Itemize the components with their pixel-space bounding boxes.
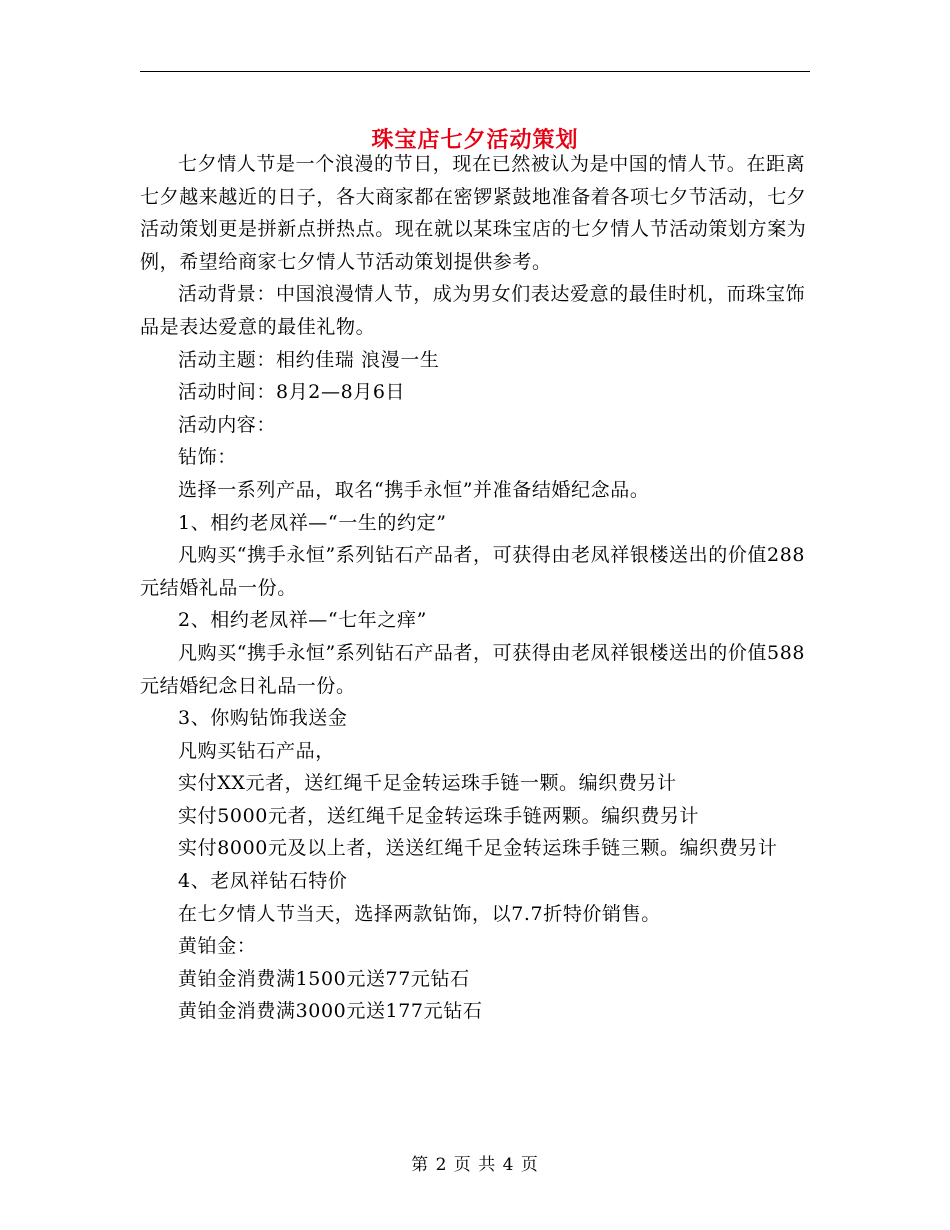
item-3-tier-3: 实付8000元及以上者，送送红绳千足金转运珠手链三颗。编织费另计 (178, 837, 778, 860)
item-4-detail: 在七夕情人节当天，选择两款钻饰，以7.7折特价销售。 (178, 902, 661, 925)
item-3-intro: 凡购买钻石产品， (178, 739, 335, 762)
activity-content-heading: 活动内容： (178, 413, 277, 436)
platinum-offer-1: 黄铂金消费满1500元送77元钻石 (178, 967, 470, 990)
platinum-offer-2: 黄铂金消费满3000元送177元钻石 (178, 1000, 483, 1023)
item-3-tier-1: 实付XX元者，送红绳千足金转运珠手链一颗。编织费另计 (178, 772, 677, 795)
header-rule (140, 71, 810, 72)
document-body (140, 148, 816, 1028)
item-4-heading: 4、老凤祥钻石特价 (178, 870, 348, 893)
activity-time: 活动时间：8月2—8月6日 (178, 381, 406, 404)
item-3-tier-2: 实付5000元者，送红绳千足金转运珠手链两颗。编织费另计 (178, 804, 700, 827)
platinum-section-heading: 黄铂金： (178, 935, 257, 958)
item-2-heading: 2、相约老凤祥—“七年之痒” (178, 609, 427, 632)
item-1-detail: 凡购买“携手永恒”系列钻石产品者，可获得由老凤祥银楼送出的价值288元结婚礼品一份。 (140, 544, 806, 599)
activity-theme: 活动主题：相约佳瑞 浪漫一生 (178, 348, 440, 371)
document-title: 珠宝店七夕活动策划 (371, 126, 579, 153)
diamond-series-intro: 选择一系列产品，取名“携手永恒”并准备结婚纪念品。 (178, 478, 650, 501)
page-number: 第 2 页 共 4 页 (411, 1155, 539, 1175)
diamond-section-heading: 钻饰： (178, 446, 237, 469)
item-1-heading: 1、相约老凤祥—“一生的约定” (178, 511, 447, 534)
activity-background: 活动背景：中国浪漫情人节，成为男女们表达爱意的最佳时机，而珠宝饰品是表达爱意的最佳礼物。 (140, 283, 806, 338)
item-2-detail: 凡购买“携手永恒”系列钻石产品者，可获得由老凤祥银楼送出的价值588元结婚纪念日礼品一份。 (140, 641, 806, 697)
item-3-heading: 3、你购钻饰我送金 (178, 707, 348, 730)
intro-paragraph: 七夕情人节是一个浪漫的节日，现在已然被认为是中国的情人节。在距离七夕越来越近的日子，各大商家都在密锣紧鼓地准备着各项七夕节活动，七夕活动策划更是拼新点拼热点。现在就以某珠宝店的七夕情人节活动策划方案为例，希望给商家七夕情人节活动策划提供参考。 (140, 153, 807, 273)
